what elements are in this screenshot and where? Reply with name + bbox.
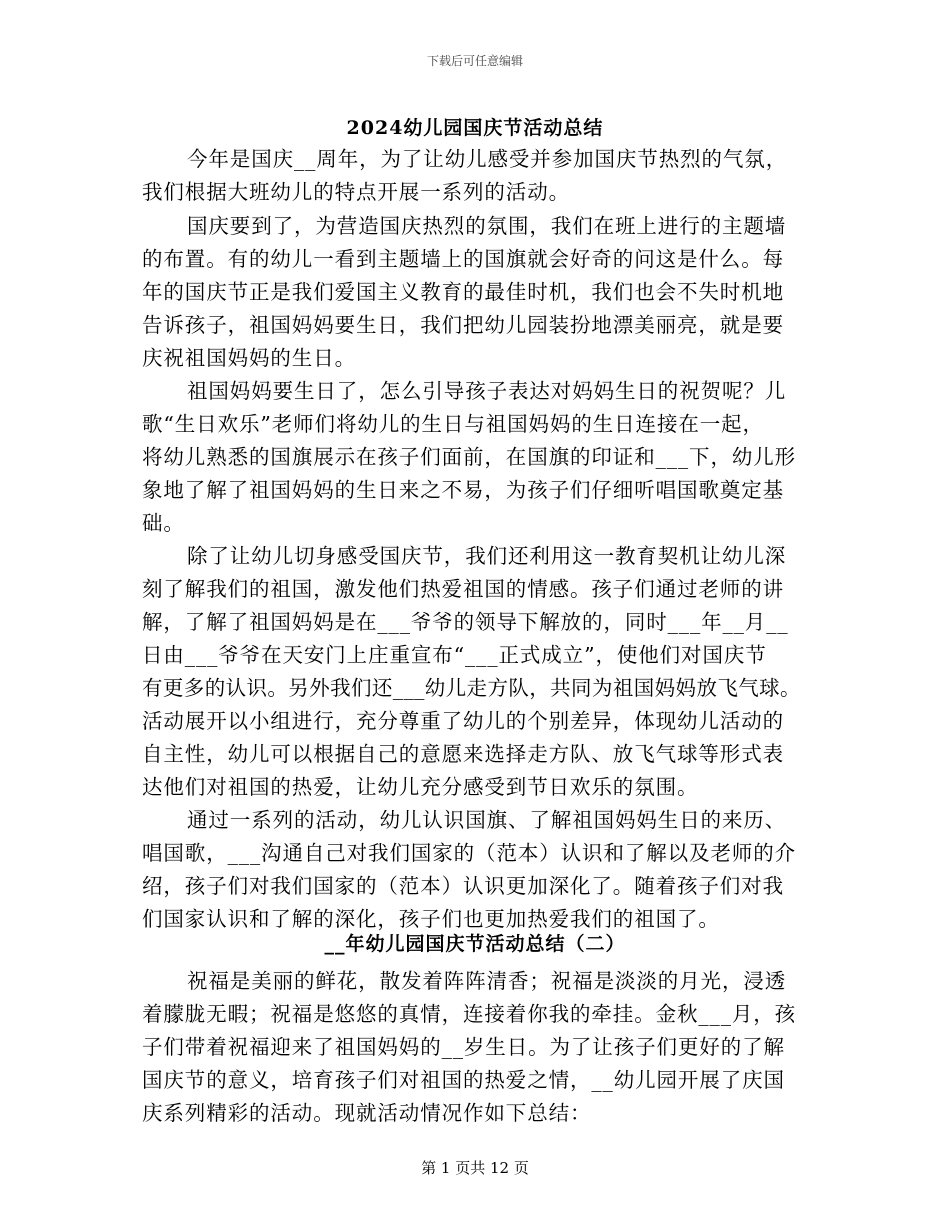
paragraph-line: 庆系列精彩的活动。现就活动情况作如下总结： (142, 1101, 592, 1125)
paragraph-line: 础。 (142, 511, 185, 535)
paragraph-line: 活动展开以小组进行，充分尊重了幼儿的个别差异，体现幼儿活动的 (142, 709, 784, 733)
page-header: 下载后可任意编辑 (426, 54, 523, 68)
paragraph-line: 子们带着祝福迎来了祖国妈妈的__岁生日。为了让孩子们更好的了解 (142, 1035, 785, 1059)
paragraph-line: 告诉孩子，祖国妈妈要生日，我们把幼儿园装扮地漂美丽亮，就是要 (142, 313, 784, 337)
paragraph-line: 庆祝祖国妈妈的生日。 (142, 346, 356, 370)
paragraph-line: 们国家认识和了解的深化，孩子们也更加热爱我们的祖国了。 (142, 907, 720, 931)
paragraph-line: 唱国歌，___沟通自己对我们国家的（范本）认识和了解以及老师的介 (142, 841, 797, 865)
paragraph-line: 着朦胧无暇；祝福是悠悠的真情，连接着你我的牵挂。金秋___月，孩 (142, 1002, 797, 1026)
document-title: 2024幼儿园国庆节活动总结 (346, 117, 604, 139)
paragraph-line: 象地了解了祖国妈妈的生日来之不易，为孩子们仔细听唱国歌奠定基 (142, 478, 784, 502)
paragraph-line: 通过一系列的活动，幼儿认识国旗、了解祖国妈妈生日的来历、 (187, 808, 787, 832)
section-title: __年幼儿园国庆节活动总结（二） (324, 933, 626, 955)
paragraph-line: 绍，孩子们对我们国家的（范本）认识更加深化了。随着孩子们对我 (142, 874, 784, 898)
paragraph-line: 的布置。有的幼儿一看到主题墙上的国旗就会好奇的问这是什么。每 (142, 247, 784, 271)
paragraph-line: 歌“生日欢乐”老师们将幼儿的生日与祖国妈妈的生日连接在一起， (142, 412, 764, 436)
paragraph-line: 刻了解我们的祖国，激发他们热爱祖国的情感。孩子们通过老师的讲 (142, 577, 784, 601)
paragraph-line: 国庆要到了，为营造国庆热烈的氛围，我们在班上进行的主题墙 (187, 214, 787, 238)
paragraph-line: 解，了解了祖国妈妈是在___爷爷的领导下解放的，同时___年__月__ (142, 610, 789, 634)
page-footer: 第 1 页共 12 页 (421, 1159, 529, 1177)
paragraph-line: 我们根据大班幼儿的特点开展一系列的活动。 (142, 180, 570, 204)
paragraph-line: 年的国庆节正是我们爱国主义教育的最佳时机，我们也会不失时机地 (142, 280, 784, 304)
paragraph-line: 国庆节的意义，培育孩子们对祖国的热爱之情，__幼儿园开展了庆国 (142, 1068, 785, 1092)
paragraph-line: 自主性，幼儿可以根据自己的意愿来选择走方队、放飞气球等形式表 (142, 742, 784, 766)
paragraph-line: 祝福是美丽的鲜花，散发着阵阵清香；祝福是淡淡的月光，浸透 (187, 969, 787, 993)
paragraph-line: 除了让幼儿切身感受国庆节，我们还利用这一教育契机让幼儿深 (187, 544, 787, 568)
paragraph-line: 祖国妈妈要生日了，怎么引导孩子表达对妈妈生日的祝贺呢？儿 (187, 379, 787, 403)
paragraph-line: 今年是国庆__周年，为了让幼儿感受并参加国庆节热烈的气氛， (187, 147, 788, 171)
paragraph-line: 日由___爷爷在天安门上庄重宣布“___正式成立”，使他们对国庆节 (142, 643, 767, 667)
paragraph-line: 达他们对祖国的热爱，让幼儿充分感受到节日欢乐的氛围。 (142, 775, 699, 799)
paragraph-line: 将幼儿熟悉的国旗展示在孩子们面前，在国旗的印证和___下，幼儿形 (142, 445, 797, 469)
paragraph-line: 有更多的认识。另外我们还___幼儿走方队，共同为祖国妈妈放飞气球。 (142, 676, 801, 700)
